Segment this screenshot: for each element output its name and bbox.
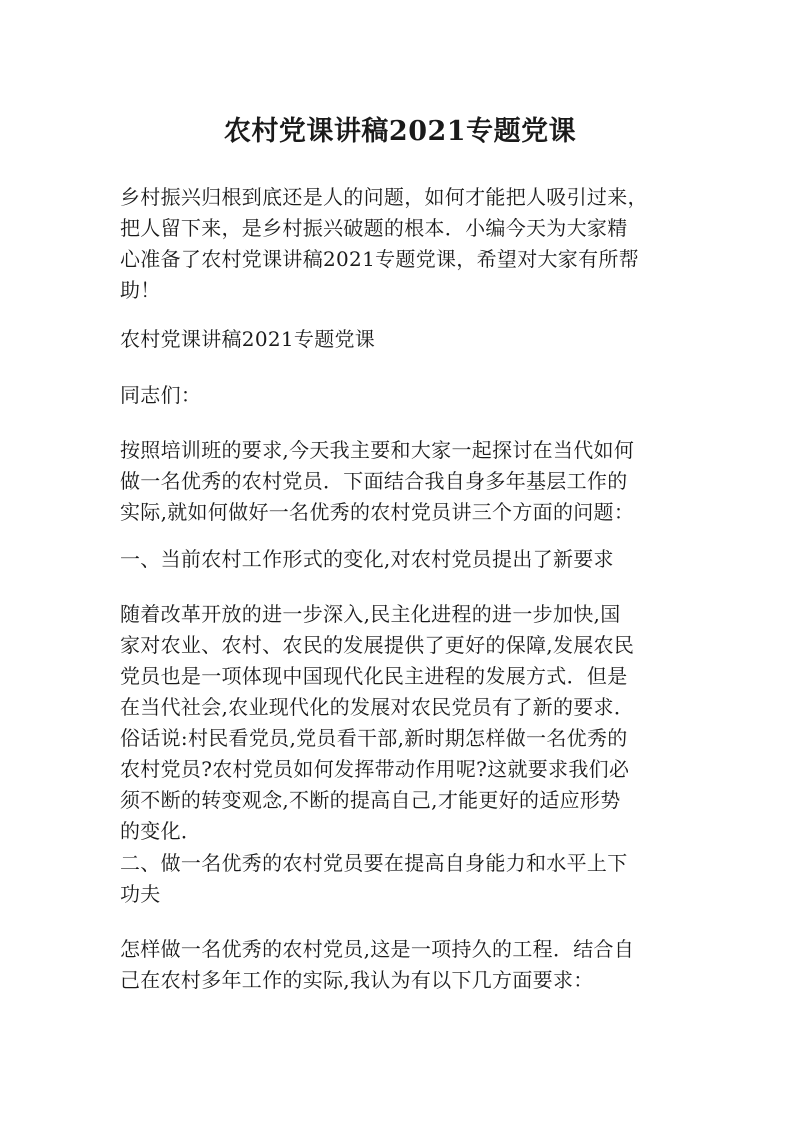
- text-line: 乡村振兴归根到底还是人的问题，如何才能把人吸引过来，: [120, 185, 648, 209]
- opening-paragraph: [120, 435, 680, 528]
- greeting-paragraph: [120, 380, 680, 411]
- text-line: 家对农业、农村、农民的发展提供了更好的保障,发展农民: [120, 633, 635, 657]
- text-line: 一、当前农村工作形式的变化,对农村党员提出了新要求: [120, 547, 614, 571]
- section-body-2: [120, 934, 680, 996]
- text-line: 实际,就如何做好一名优秀的农村党员讲三个方面的问题：: [120, 500, 635, 524]
- text-line: 随着改革开放的进一步深入,民主化进程的进一步加快,国: [120, 602, 621, 626]
- text-line: 农村党课讲稿2021专题党课: [120, 327, 376, 351]
- text-line: 做一名优秀的农村党员．下面结合我自身多年基层工作的: [120, 469, 628, 493]
- text-line: 须不断的转变观念,不断的提高自己,才能更好的适应形势: [120, 788, 621, 812]
- intro-paragraph: [120, 182, 680, 306]
- text-line: 心准备了农村党课讲稿2021专题党课，希望对大家有所帮: [120, 247, 639, 271]
- text-line: 二、做一名优秀的农村党员要在提高自身能力和水平上下: [120, 851, 628, 875]
- text-line: 农村党员?农村党员如何发挥带动作用呢?这就要求我们必: [120, 757, 630, 781]
- text-line: 怎样做一名优秀的农村党员,这是一项持久的工程．结合自: [120, 937, 635, 961]
- text-line: 助！: [120, 278, 161, 302]
- text-line: 把人留下来，是乡村振兴破题的根本．小编今天为大家精: [120, 216, 628, 240]
- text-line: 功夫: [120, 882, 161, 906]
- section-body-1: [120, 599, 680, 847]
- document-title: 农村党课讲稿2021专题党课: [223, 116, 577, 147]
- text-line: 俗话说:村民看党员,党员看干部,新时期怎样做一名优秀的: [120, 726, 628, 750]
- text-line: 同志们：: [120, 383, 202, 407]
- text-line: 按照培训班的要求,今天我主要和大家一起探讨在当代如何: [120, 438, 635, 462]
- text-line: 党员也是一项体现中国现代化民主进程的发展方式．但是: [120, 664, 628, 688]
- text-line: 己在农村多年工作的实际,我认为有以下几方面要求：: [120, 968, 594, 992]
- text-line: 在当代社会,农业现代化的发展对农民党员有了新的要求．: [120, 695, 635, 719]
- section-heading-2: [120, 848, 680, 910]
- subtitle-paragraph: [120, 324, 680, 355]
- text-line: 的变化．: [120, 819, 202, 843]
- section-heading-1: [120, 544, 680, 575]
